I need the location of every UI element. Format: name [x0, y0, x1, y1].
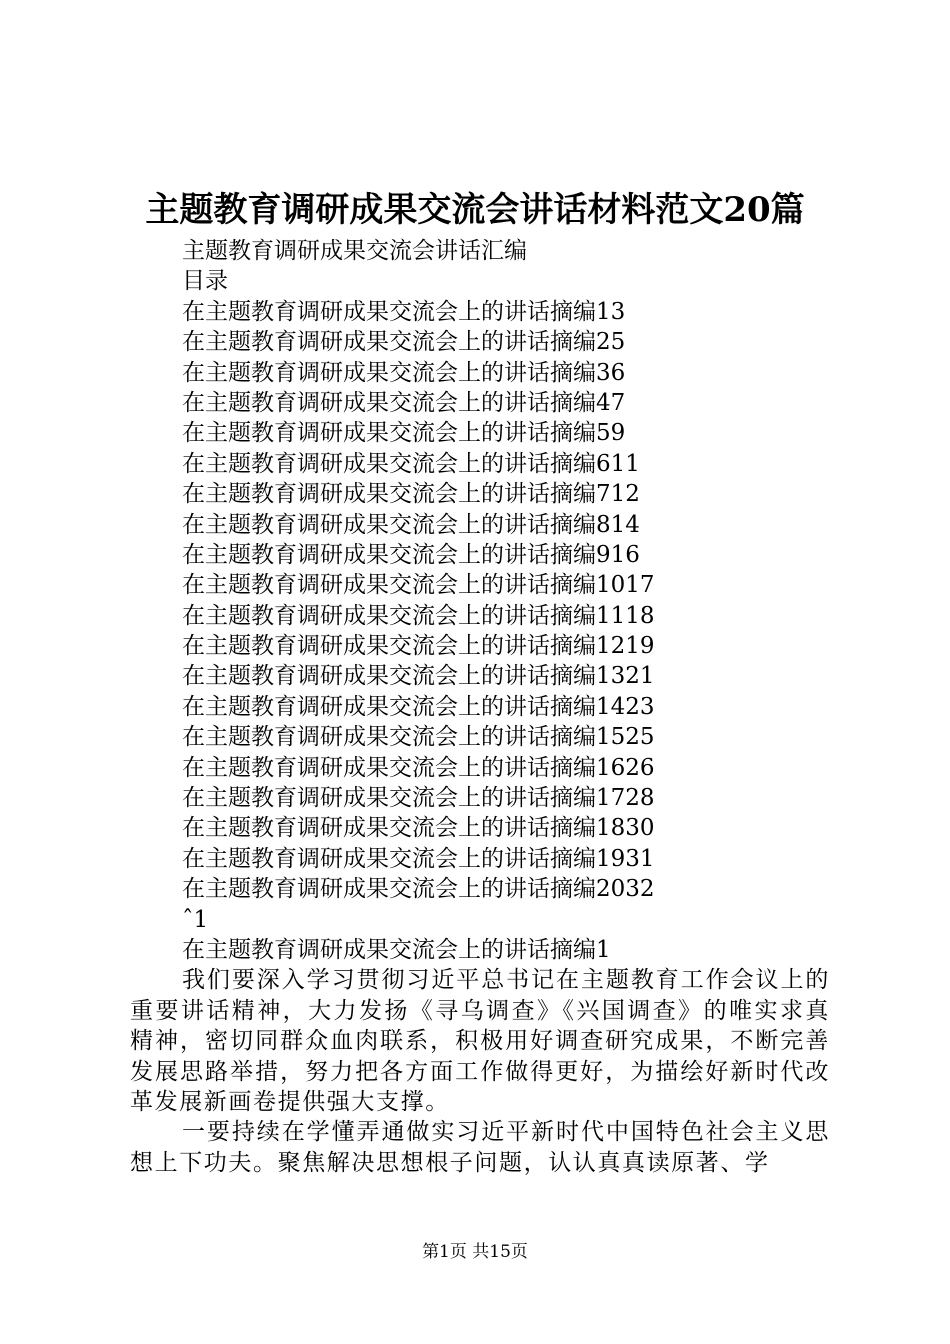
toc-item: 在主题教育调研成果交流会上的讲话摘编47 [182, 389, 626, 416]
toc-item: 在主题教育调研成果交流会上的讲话摘编1525 [182, 724, 655, 751]
toc-item: 在主题教育调研成果交流会上的讲话摘编1321 [182, 663, 655, 690]
table-of-contents [130, 297, 830, 905]
toc-item: 在主题教育调研成果交流会上的讲话摘编1219 [182, 633, 655, 660]
document-body [130, 236, 830, 1178]
section-heading: 在主题教育调研成果交流会上的讲话摘编1 [182, 936, 611, 963]
toc-item: 在主题教育调研成果交流会上的讲话摘编25 [182, 329, 626, 356]
toc-item: 在主题教育调研成果交流会上的讲话摘编1728 [182, 785, 655, 812]
body-paragraph-2: 一要持续在学懂弄通做实习近平新时代中国特色社会主义思想上下功夫。聚焦解决思想根子问题，认认真真读原著、学 [130, 1119, 830, 1176]
toc-item: 在主题教育调研成果交流会上的讲话摘编1118 [182, 602, 655, 629]
page-footer: 第1页 共15页 [422, 1242, 528, 1262]
toc-item: 在主题教育调研成果交流会上的讲话摘编1931 [182, 845, 655, 872]
toc-item: 在主题教育调研成果交流会上的讲话摘编13 [182, 298, 626, 325]
footnote-marker: ˆ1 [182, 906, 209, 933]
toc-heading: 目录 [182, 268, 228, 295]
toc-item: 在主题教育调研成果交流会上的讲话摘编712 [182, 481, 640, 508]
toc-item: 在主题教育调研成果交流会上的讲话摘编1626 [182, 754, 655, 781]
toc-item: 在主题教育调研成果交流会上的讲话摘编1830 [182, 815, 655, 842]
toc-item: 在主题教育调研成果交流会上的讲话摘编611 [182, 450, 640, 477]
toc-item: 在主题教育调研成果交流会上的讲话摘编916 [182, 541, 640, 568]
toc-item: 在主题教育调研成果交流会上的讲话摘编59 [182, 420, 626, 447]
toc-item: 在主题教育调研成果交流会上的讲话摘编2032 [182, 876, 655, 903]
document-title: 主题教育调研成果交流会讲话材料范文20篇 [145, 190, 805, 230]
body-paragraph-1: 我们要深入学习贯彻习近平总书记在主题教育工作会议上的重要讲话精神，大力发扬《寻乌调查》《兴国调查》的唯实求真精神，密切同群众血肉联系，积极用好调查研究成果，不断完善发展思路举措，努力把各方面工作做得更好，为描绘好新时代改革发展新画卷提供强大支撑。 [130, 967, 830, 1115]
document-subtitle: 主题教育调研成果交流会讲话汇编 [182, 238, 527, 264]
toc-item: 在主题教育调研成果交流会上的讲话摘编814 [182, 511, 640, 538]
toc-item: 在主题教育调研成果交流会上的讲话摘编36 [182, 359, 626, 386]
toc-item: 在主题教育调研成果交流会上的讲话摘编1423 [182, 693, 655, 720]
toc-item: 在主题教育调研成果交流会上的讲话摘编1017 [182, 572, 655, 599]
